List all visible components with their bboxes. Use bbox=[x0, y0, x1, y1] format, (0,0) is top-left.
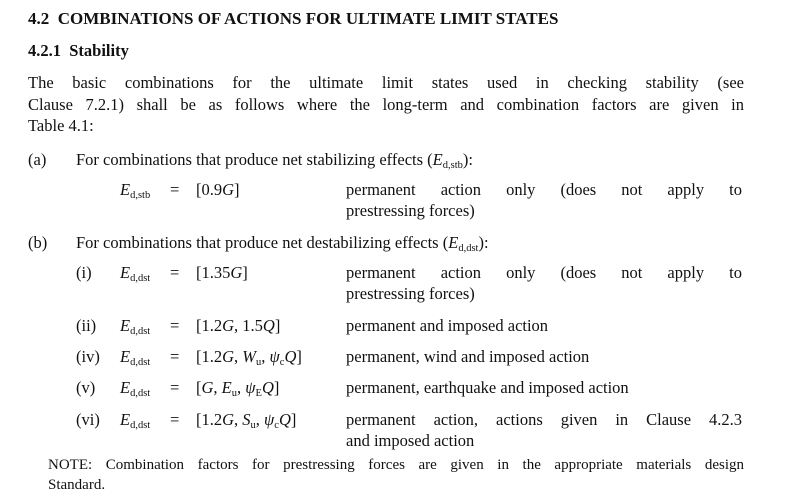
item-b-text bbox=[76, 233, 489, 254]
item-a-label: (a) bbox=[28, 150, 47, 169]
item-b-label: (b) bbox=[28, 233, 48, 252]
case-iv-desc-1: permanent, wind and imposed action bbox=[346, 347, 590, 366]
intro-line-1: The basic combinations for the ultimate limit states used in checking stability (see bbox=[28, 73, 744, 92]
case-vi-desc-1: permanent action, actions given in Clause 4.2.3 bbox=[346, 410, 742, 429]
case-iv-lhs bbox=[120, 347, 150, 368]
case-ii-equals: = bbox=[170, 316, 180, 335]
note-line-2: Standard. bbox=[48, 477, 106, 493]
case-ii-desc-1: permanent and imposed action bbox=[346, 316, 549, 335]
item-b-text-main: For combinations that produce net destabilizing effects ( bbox=[76, 233, 449, 252]
item-a-subscript: d,stb bbox=[442, 160, 463, 171]
subsection-title: Stability bbox=[69, 41, 129, 60]
note-line-1: NOTE: Combination factors for prestressing forces are given in the appropriate materials design bbox=[48, 457, 744, 473]
eq-a-equals: = bbox=[170, 180, 180, 199]
case-vi-lhs-symbol: E bbox=[120, 410, 131, 429]
case-v-lhs bbox=[120, 378, 150, 399]
subsection-heading bbox=[28, 41, 129, 61]
eq-a-rhs bbox=[196, 180, 240, 200]
item-a-text-main: For combinations that produce net stabilizing effects ( bbox=[76, 150, 433, 169]
case-vi-lhs-sub: d,dst bbox=[130, 420, 151, 431]
case-v-lhs-symbol: E bbox=[120, 378, 131, 397]
case-i-lhs bbox=[120, 263, 150, 284]
case-i-num: (i) bbox=[76, 263, 92, 282]
case-v-lhs-sub: d,dst bbox=[130, 388, 151, 399]
case-iv-equals: = bbox=[170, 347, 180, 366]
case-vi-equals: = bbox=[170, 410, 180, 429]
case-ii-lhs-sub: d,dst bbox=[130, 326, 151, 337]
case-vi-rhs: [1.2G, $S_u$, $\psi_cQ$] bbox=[196, 410, 297, 431]
subsection-number: 4.2.1 bbox=[28, 41, 61, 60]
eq-a-rhs-close: ] bbox=[234, 180, 240, 199]
case-i-equals: = bbox=[170, 263, 180, 282]
case-v-desc-1: permanent, earthquake and imposed action bbox=[346, 378, 629, 397]
case-i-desc-1: permanent action only (does not apply to bbox=[346, 263, 742, 282]
section-number: 4.2 bbox=[28, 9, 50, 28]
case-ii-lhs bbox=[120, 316, 150, 337]
case-i-lhs-sub: d,dst bbox=[130, 273, 151, 284]
case-ii-num: (ii) bbox=[76, 316, 97, 335]
item-b-subscript: d,dst bbox=[458, 243, 479, 254]
case-iv-rhs: [1.2G, $W_u$, $\psi_cQ$] bbox=[196, 347, 302, 368]
case-vi-lhs bbox=[120, 410, 150, 431]
case-iv-num: (iv) bbox=[76, 347, 100, 366]
section-title: COMBINATIONS OF ACTIONS FOR ULTIMATE LIMIT STATES bbox=[57, 9, 559, 28]
item-b-close: ): bbox=[478, 233, 489, 252]
case-i-desc-2: prestressing forces) bbox=[346, 284, 475, 303]
case-i-rhs: [1.35G] bbox=[196, 263, 248, 282]
case-vi-num: (vi) bbox=[76, 410, 100, 429]
intro-line-3: Table 4.1: bbox=[28, 116, 94, 135]
item-a-close: ): bbox=[462, 150, 473, 169]
eq-a-lhs-symbol: E bbox=[120, 180, 131, 199]
case-v-equals: = bbox=[170, 378, 180, 397]
eq-a-lhs bbox=[120, 180, 150, 201]
item-b-symbol: E bbox=[448, 233, 459, 252]
item-a-text bbox=[76, 150, 473, 171]
eq-a-rhs-open: [0.9 bbox=[196, 180, 223, 199]
case-vi-desc-2: and imposed action bbox=[346, 431, 475, 450]
case-ii-rhs: [1.2G, 1.5Q] bbox=[196, 316, 281, 335]
case-v-num: (v) bbox=[76, 378, 96, 397]
case-iv-lhs-symbol: E bbox=[120, 347, 131, 366]
intro-line-2: Clause 7.2.1) shall be as follows where the long-term and combination factors are given in bbox=[28, 95, 744, 114]
eq-a-lhs-sub: d,stb bbox=[130, 190, 151, 201]
case-ii-lhs-symbol: E bbox=[120, 316, 131, 335]
case-v-rhs: [G, $E_u$, $\psi_EQ$] bbox=[196, 378, 280, 399]
eq-a-rhs-var: G bbox=[222, 180, 235, 199]
eq-a-desc-1: permanent action only (does not apply to bbox=[346, 180, 742, 199]
item-a-symbol: E bbox=[432, 150, 443, 169]
eq-a-desc-2: prestressing forces) bbox=[346, 201, 475, 220]
case-i-lhs-symbol: E bbox=[120, 263, 131, 282]
section-heading bbox=[28, 9, 558, 29]
case-iv-lhs-sub: d,dst bbox=[130, 357, 151, 368]
